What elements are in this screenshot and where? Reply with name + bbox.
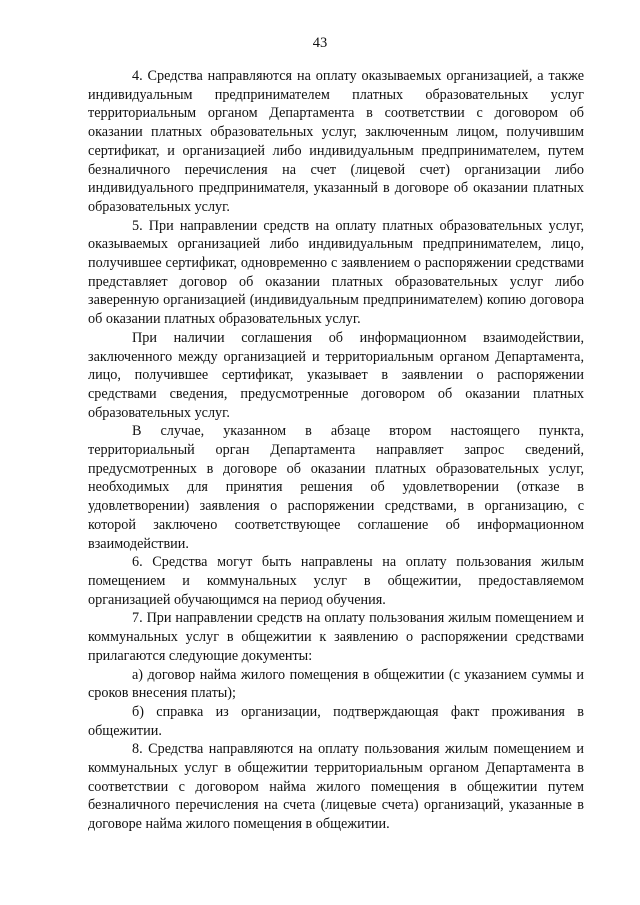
paragraph-item-5: 5. При направлении средств на оплату платных образовательных услуг, оказываемых организацией либо индивидуальным предпринимателем, лицо, получившее сертификат, одновременно с заявлением о распоряжении средствами представляет договор об оказании платных образовательных услуг либо заверенную организацией (индивидуальным предпринимателем) копию договора об оказании платных образовательных услуг. [88,217,584,328]
paragraph-item-6: 6. Средства могут быть направлены на оплату пользования жилым помещением и коммунальных услуг в общежитии, предоставляемом организацией обучающимся на период обучения. [88,554,584,608]
document-body [88,67,584,834]
paragraph-agreement-condition: При наличии соглашения об информационном взаимодействии, заключенного между организацией и территориальным органом Департамента, лицо, получившее сертификат, указывает в заявлении о распоряжении средствами сведения, предусмотренные договором об оказании платных образовательных услуг. [88,329,584,421]
paragraph-item-8: 8. Средства направляются на оплату пользования жилым помещением и коммунальных услуг в общежитии территориальным органом Департамента в соответствии с договором найма жилого помещения в общежитии путем безналичного перечисления на счета (лицевые счета) организаций, указанные в договоре найма жилого помещения в общежитии. [88,741,584,833]
paragraph-subitem-a: а) договор найма жилого помещения в общежитии (с указанием суммы и сроков внесения платы); [88,666,584,702]
paragraph-item-4: 4. Средства направляются на оплату оказываемых организацией, а также индивидуальным предпринимателем платных образовательных услуг территориальным органом Департамента в соответствии с договором об оказании платных образовательных услуг, заключенным лицом, получившим сертификат, и организацией либо индивидуальным предпринимателем, путем безналичного перечисления на счет (лицевой счет) организации либо индивидуального предпринимателя, указанный в договоре об оказании платных образовательных услуг. [88,68,584,215]
paragraph-request-info: В случае, указанном в абзаце втором настоящего пункта, территориальный орган Департамента направляет запрос сведений, предусмотренных в договоре об оказании платных образовательных услуг, необходимых для принятия решения об удовлетворении (отказе в удовлетворении) заявления о распоряжении средствами, в организацию, с которой заключено соответствующее соглашение об информационном взаимодействии. [88,423,584,552]
paragraph-subitem-b: б) справка из организации, подтверждающая факт проживания в общежитии. [88,703,584,739]
page-number: 43 [312,35,328,51]
paragraph-item-7: 7. При направлении средств на оплату пользования жилым помещением и коммунальных услуг в общежитии к заявлению о распоряжении средствами прилагаются следующие документы: [88,610,584,664]
